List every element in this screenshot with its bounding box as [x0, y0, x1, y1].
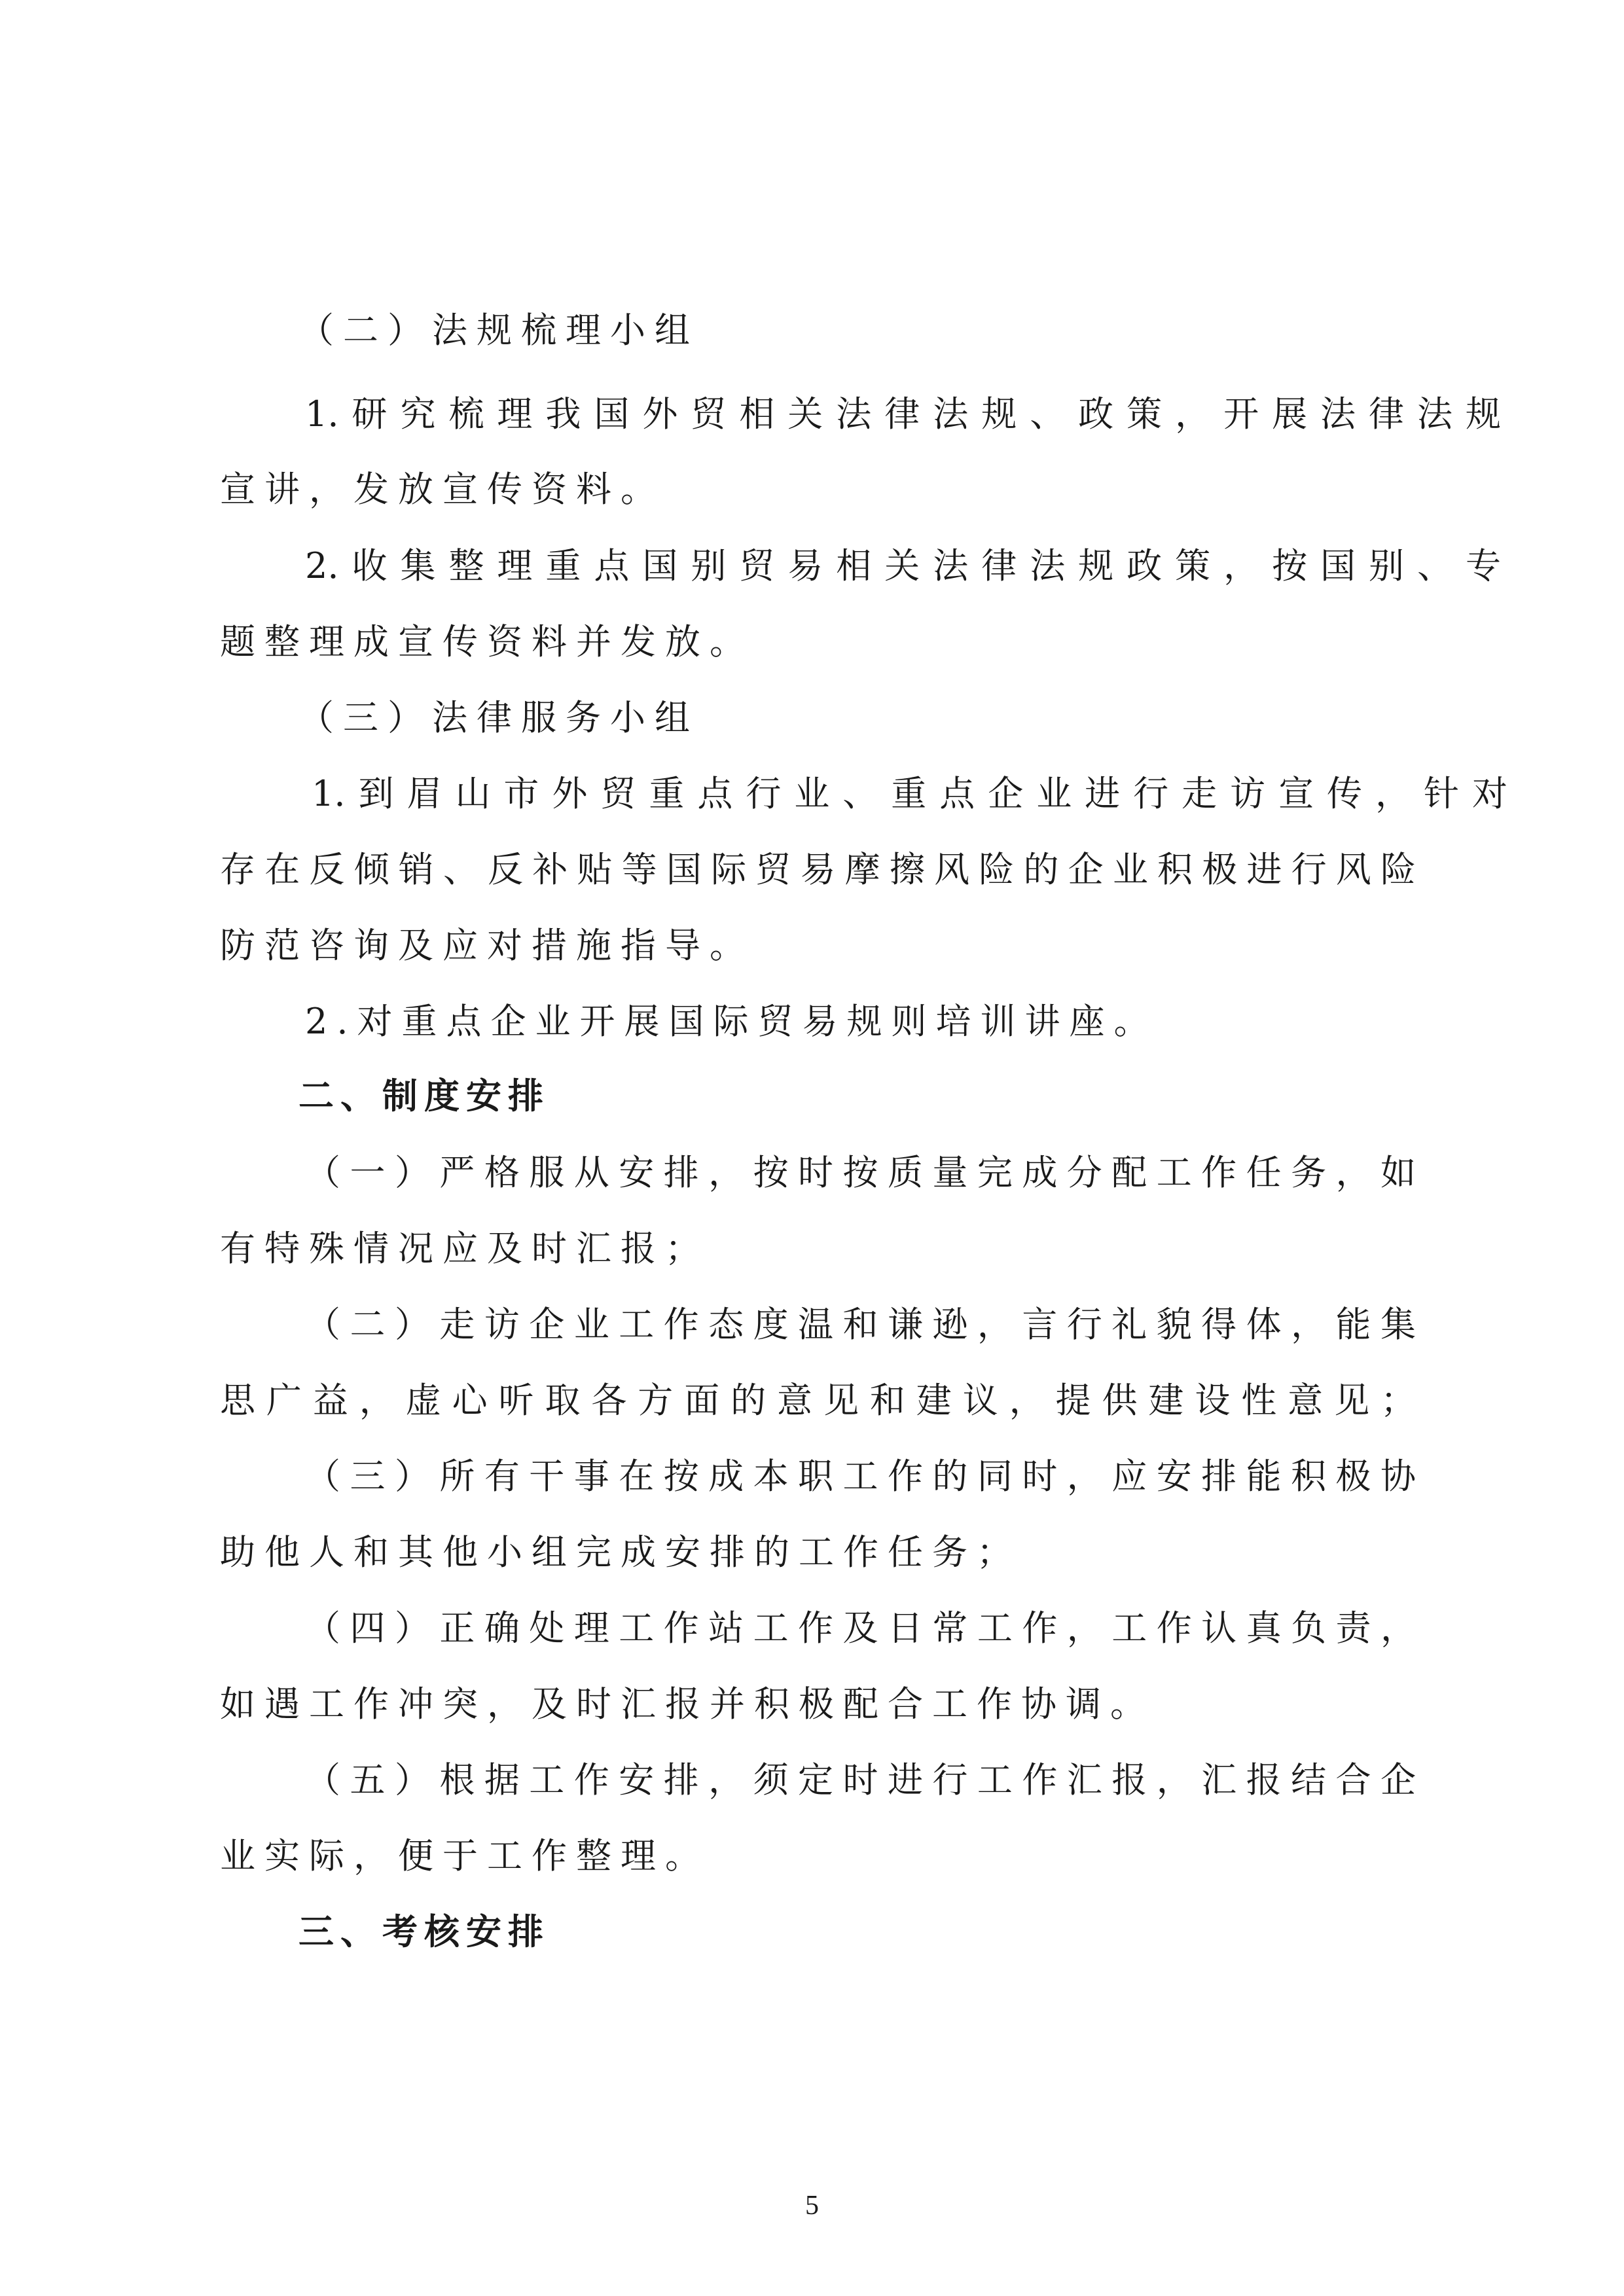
legal-review-item-2-line-2: 题整理成宣传资料并发放。	[220, 621, 754, 662]
rule-1-line-1: （一）严格服从安排，按时按质量完成分配工作任务，如	[305, 1152, 1416, 1193]
rule-3-line-2: 助他人和其他小组完成安排的工作任务；	[220, 1532, 1021, 1573]
rule-2-line-2: 思广益，虚心听取各方面的意见和建议，提供建设性意见；	[220, 1380, 1416, 1421]
rule-2-line-1: （二）走访企业工作态度温和谦逊，言行礼貌得体，能集	[305, 1304, 1416, 1345]
rule-1-line-2: 有特殊情况应及时汇报；	[220, 1228, 710, 1269]
rule-5-line-2: 业实际，便于工作整理。	[220, 1835, 710, 1876]
rule-4-line-1: （四）正确处理工作站工作及日常工作，工作认真负责，	[305, 1607, 1416, 1649]
rule-3-line-1: （三）所有干事在按成本职工作的同时，应安排能积极协	[305, 1456, 1416, 1497]
legal-service-group-heading: （三）法律服务小组	[298, 697, 699, 738]
legal-review-item-1-line-1: 1.研究梳理我国外贸相关法律法规、政策，开展法律法规	[305, 393, 1501, 435]
section-two-heading: 二、制度安排	[298, 1075, 550, 1117]
legal-review-group-heading: （二）法规梳理小组	[298, 310, 699, 351]
rule-5-line-1: （五）根据工作安排，须定时进行工作汇报，汇报结合企	[305, 1759, 1416, 1801]
legal-service-item-1-line-2: 存在反倾销、反补贴等国际贸易摩擦风险的企业积极进行风险	[220, 849, 1416, 890]
page-number: 5	[805, 2191, 819, 2221]
legal-service-item-1-line-3: 防范咨询及应对措施指导。	[220, 925, 754, 966]
rule-4-line-2: 如遇工作冲突，及时汇报并积极配合工作协调。	[220, 1683, 1155, 1725]
section-three-heading: 三、考核安排	[298, 1911, 550, 1952]
legal-service-item-2: 2.对重点企业开展国际贸易规则培训讲座。	[305, 1001, 1159, 1042]
legal-service-item-1-line-1: 1.到眉山市外贸重点行业、重点企业进行走访宣传，针对	[312, 773, 1507, 814]
legal-review-item-2-line-1: 2.收集整理重点国别贸易相关法律法规政策，按国别、专	[305, 545, 1501, 586]
legal-review-item-1-line-2: 宣讲，发放宣传资料。	[220, 469, 665, 510]
